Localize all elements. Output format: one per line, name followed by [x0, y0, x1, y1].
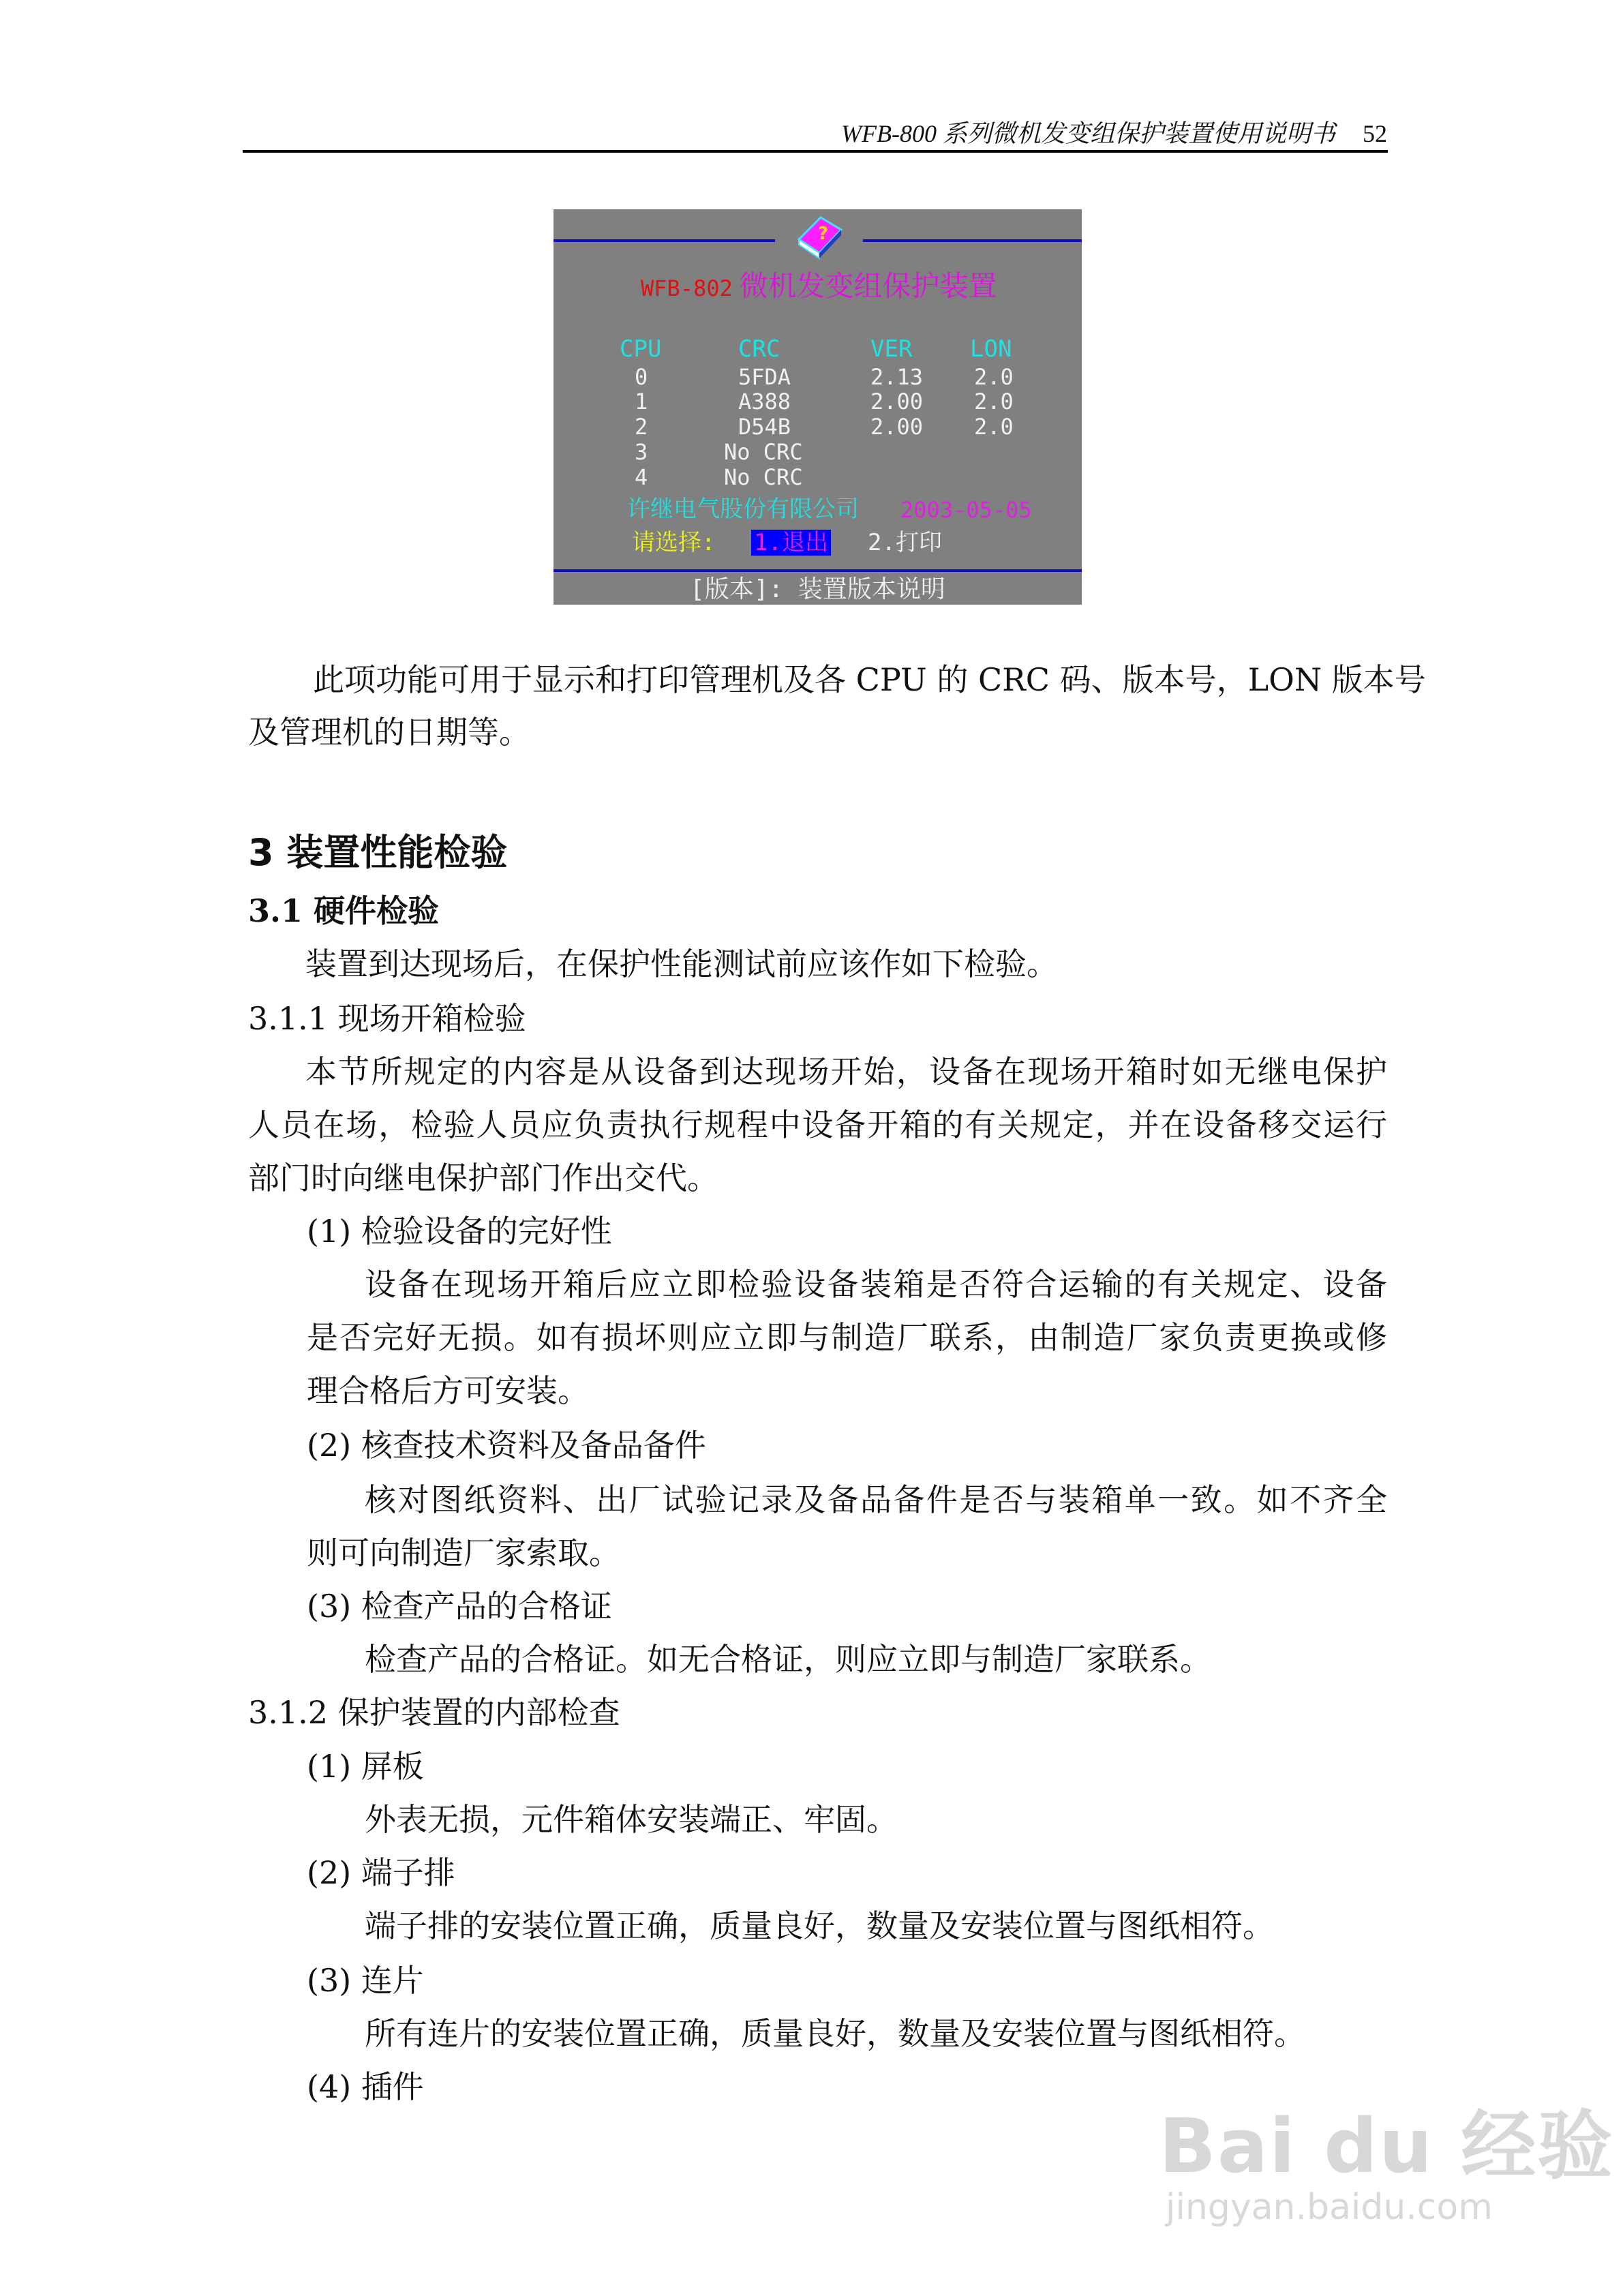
watermark-brand: Bai du 经验: [1159, 2102, 1614, 2190]
body-line: 端子排的安装位置正确，质量良好，数量及安装位置与图纸相符。: [365, 1907, 1274, 1944]
cell-cpu: 2: [635, 414, 648, 440]
subsubsection-heading: 3.1.2 保护装置的内部检查: [248, 1694, 620, 1731]
section-heading: 3 装置性能检验: [248, 831, 508, 874]
cell-cpu: 3: [635, 439, 648, 465]
option-print[interactable]: 2.打印: [868, 529, 942, 556]
screen-footer: [版本]: 装置版本说明: [690, 575, 945, 603]
watermark-url: jingyan.baidu.com: [1166, 2187, 1493, 2228]
screen-date: 2003-05-05: [900, 497, 1032, 523]
body-line: 设备在现场开箱后应立即检验设备装箱是否符合运输的有关规定、设备: [365, 1266, 1387, 1303]
company-name: 许继电气股份有限公司: [627, 496, 859, 523]
cell-cpu: 0: [635, 364, 648, 390]
list-item-heading: (1) 屏板: [307, 1748, 424, 1785]
list-item-heading: (4) 插件: [307, 2068, 424, 2105]
blue-divider: [553, 239, 775, 242]
cell-ver: 2.00: [870, 389, 924, 414]
body-line: 装置到达现场后，在保护性能测试前应该作如下检验。: [305, 946, 1058, 982]
page-number: 52: [1363, 120, 1387, 147]
list-item-heading: (3) 连片: [307, 1962, 424, 1999]
help-book-icon: [793, 212, 845, 260]
col-crc: CRC: [738, 335, 780, 363]
blue-divider: [863, 239, 1082, 242]
screen-title: [641, 269, 997, 303]
model-label: WFB-802: [641, 275, 733, 301]
list-item-heading: (2) 核查技术资料及备品备件: [307, 1427, 706, 1464]
header-title: WFB-800 系列微机发变组保护装置使用说明书: [841, 120, 1335, 147]
cell-crc: A388: [738, 389, 791, 414]
running-header: [750, 115, 1387, 149]
cell-crc: D54B: [738, 414, 791, 440]
body-line: 则可向制造厂家索取。: [307, 1535, 620, 1571]
cell-lon: 2.0: [974, 389, 1014, 414]
body-line: 此项功能可用于显示和打印管理机及各 CPU 的 CRC 码、版本号，LON 版本号: [313, 661, 1426, 698]
cell-ver: 2.00: [870, 414, 924, 440]
body-line: 人员在场，检验人员应负责执行规程中设备开箱的有关规定，并在设备移交运行: [248, 1106, 1387, 1143]
body-line: 检查产品的合格证。如无合格证，则应立即与制造厂家联系。: [365, 1641, 1211, 1678]
col-cpu: CPU: [620, 335, 662, 363]
list-item-heading: (3) 检查产品的合格证: [307, 1588, 612, 1625]
subsubsection-heading: 3.1.1 现场开箱检验: [248, 1000, 526, 1037]
col-lon: LON: [970, 335, 1012, 363]
baidu-watermark: [1159, 2086, 1613, 2228]
body-line: 是否完好无损。如有损坏则应立即与制造厂联系，由制造厂家负责更换或修: [307, 1319, 1387, 1356]
body-line: 外表无损，元件箱体安装端正、牢固。: [365, 1801, 898, 1838]
blue-divider: [553, 569, 1082, 572]
cell-lon: 2.0: [974, 364, 1014, 390]
body-line: 理合格后方可安装。: [307, 1372, 589, 1409]
body-line: 核对图纸资料、出厂试验记录及备品备件是否与装箱单一致。如不齐全: [365, 1481, 1387, 1518]
svg-text:?: ?: [818, 224, 829, 244]
cell-ver: 2.13: [870, 364, 924, 390]
option-exit[interactable]: 1.退出: [751, 530, 831, 556]
cell-crc: No CRC: [724, 464, 803, 490]
body-line: 及管理机的日期等。: [248, 714, 530, 751]
cell-cpu: 4: [635, 464, 648, 490]
body-line: 本节所规定的内容是从设备到达现场开始，设备在现场开箱时如无继电保护: [305, 1053, 1387, 1090]
body-line: 部门时向继电保护部门作出交代。: [248, 1160, 718, 1196]
list-item-heading: (2) 端子排: [307, 1854, 455, 1891]
device-screen-figure: [553, 209, 1082, 605]
cell-lon: 2.0: [974, 414, 1014, 440]
cell-crc: No CRC: [724, 439, 803, 465]
header-rule: [243, 150, 1388, 153]
device-title: 微机发变组保护装置: [739, 269, 997, 303]
cell-cpu: 1: [635, 389, 648, 414]
list-item-heading: (1) 检验设备的完好性: [307, 1213, 612, 1250]
body-line: 所有连片的安装位置正确，质量良好，数量及安装位置与图纸相符。: [365, 2015, 1305, 2052]
select-prompt: 请选择:: [632, 529, 716, 556]
col-ver: VER: [870, 335, 913, 363]
cell-crc: 5FDA: [738, 364, 791, 390]
subsection-heading: 3.1 硬件检验: [248, 892, 440, 929]
